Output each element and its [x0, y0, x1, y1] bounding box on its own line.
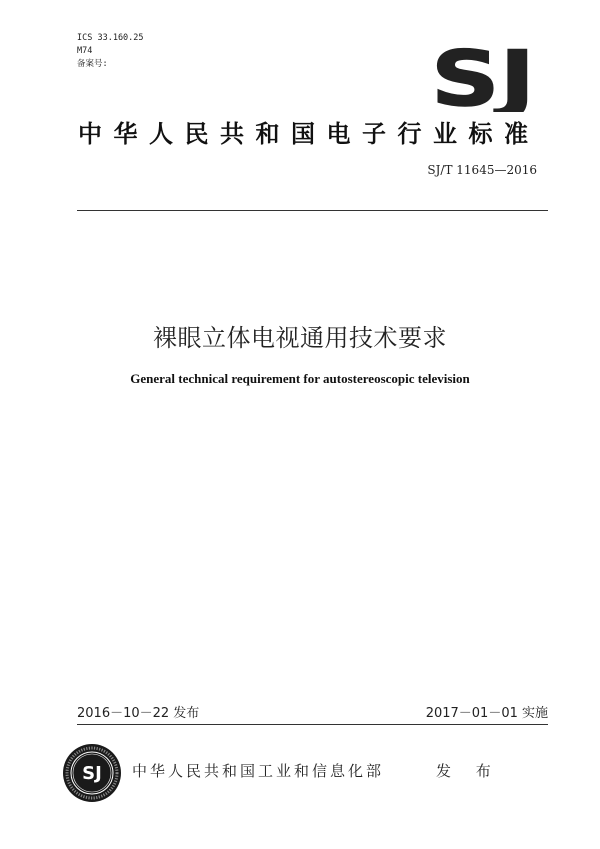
publish-date: 2016－10－22 发布 — [77, 706, 200, 721]
issuing-authority: 中华人民共和国工业和信息化部 — [132, 762, 385, 780]
document-title-english: General technical requirement for autostereoscopic television — [130, 371, 470, 386]
bottom-divider — [77, 724, 548, 725]
top-divider — [77, 210, 548, 211]
sj-logo-text: SJ — [431, 44, 535, 112]
implementation-date: 2017－01－01 实施 — [425, 706, 548, 721]
publish-label: 发 布 — [436, 762, 501, 780]
sj-logo — [428, 44, 538, 112]
ccs-code: M74 — [77, 46, 93, 56]
ministry-seal — [62, 743, 122, 803]
seal-text: SJ — [82, 763, 102, 784]
org-title: 中华人民共和国电子行业标准 — [78, 120, 540, 148]
ics-code: ICS 33.160.25 — [77, 33, 144, 43]
document-title-chinese: 裸眼立体电视通用技术要求 — [153, 324, 447, 352]
standard-number: SJ/T 11645—2016 — [427, 163, 537, 177]
filing-number-label: 备案号: — [77, 59, 108, 69]
classification-info — [77, 32, 144, 71]
